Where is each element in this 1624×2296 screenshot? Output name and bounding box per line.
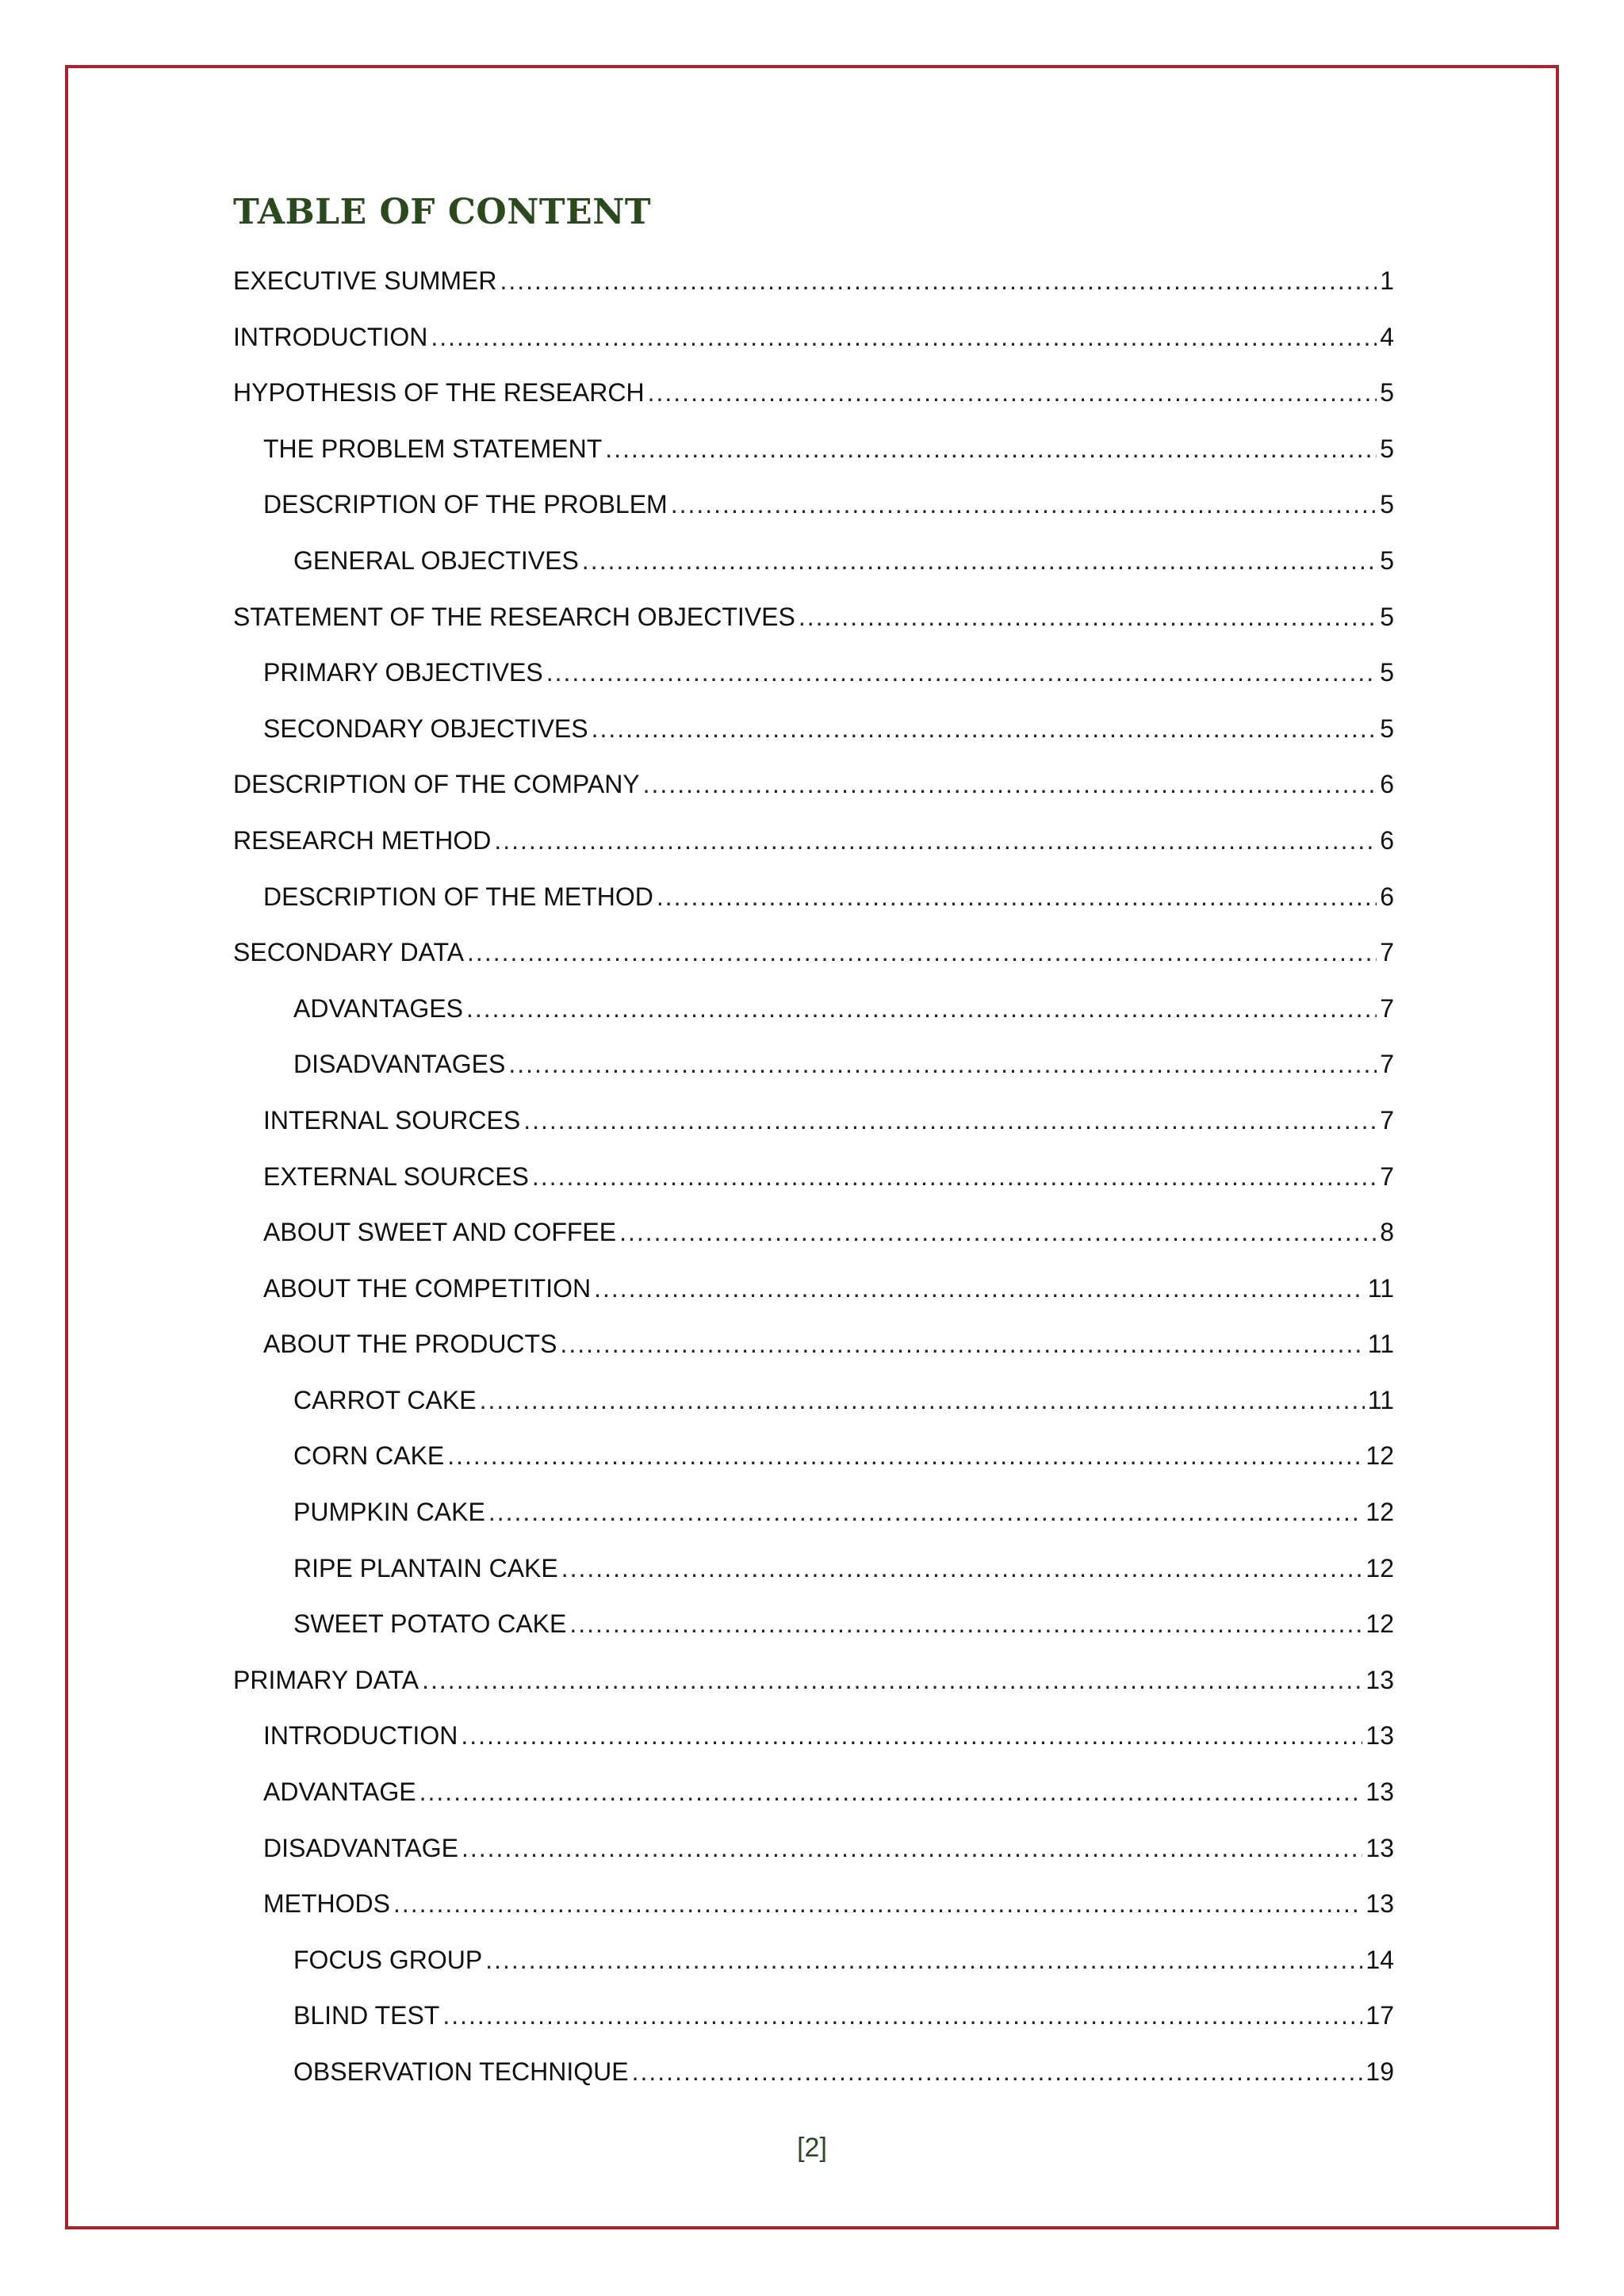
toc-dot-leader	[632, 2057, 1363, 2087]
toc-entry[interactable]	[233, 770, 1394, 826]
toc-dot-leader	[592, 714, 1377, 744]
toc-dot-leader	[560, 1330, 1364, 1359]
toc-dot-leader	[467, 938, 1377, 967]
toc-entry-label: RESEARCH METHOD	[233, 825, 492, 855]
toc-entry-page: 7	[1380, 1161, 1394, 1191]
toc-entry-label: INTRODUCTION	[263, 1721, 458, 1751]
toc-entry-page: 7	[1380, 1050, 1394, 1079]
toc-dot-leader	[799, 603, 1377, 632]
toc-entry[interactable]	[233, 882, 1394, 939]
toc-entry-label: STATEMENT OF THE RESEARCH OBJECTIVES	[233, 602, 795, 631]
toc-entry[interactable]	[233, 434, 1394, 491]
toc-entry-label: RIPE PLANTAIN CAKE	[293, 1553, 558, 1582]
toc-dot-leader	[485, 1946, 1362, 1975]
toc-entry-page: 11	[1367, 1273, 1394, 1303]
toc-entry-page: 5	[1380, 490, 1394, 519]
toc-entry-page: 4	[1380, 322, 1394, 351]
toc-entry[interactable]	[233, 1777, 1394, 1834]
toc-dot-leader	[643, 770, 1377, 799]
toc-dot-leader	[523, 1106, 1377, 1135]
toc-entry-label: GENERAL OBJECTIVES	[293, 545, 579, 575]
toc-dot-leader	[619, 1218, 1377, 1247]
toc-dot-leader	[419, 1777, 1363, 1807]
toc-entry[interactable]	[233, 714, 1394, 771]
toc-dot-leader	[422, 1666, 1362, 1695]
toc-entry-page: 7	[1380, 938, 1394, 967]
toc-dot-leader	[569, 1609, 1362, 1639]
toc-entry[interactable]	[233, 1441, 1394, 1498]
toc-dot-leader	[488, 1498, 1363, 1527]
toc-dot-leader	[648, 378, 1377, 408]
toc-entry-page: 12	[1365, 1553, 1394, 1582]
toc-entry-page: 13	[1365, 1833, 1394, 1862]
toc-entry[interactable]	[233, 1721, 1394, 1777]
toc-entry-page: 11	[1367, 1330, 1394, 1359]
toc-entry-label: EXTERNAL SOURCES	[263, 1161, 529, 1191]
toc-entry-label: DESCRIPTION OF THE METHOD	[263, 882, 653, 911]
toc-entry-page: 5	[1380, 714, 1394, 743]
toc-entry-label: BLIND TEST	[293, 2001, 440, 2030]
toc-dot-leader	[466, 994, 1377, 1024]
toc-entry-page: 11	[1367, 1385, 1394, 1414]
toc-entry[interactable]	[233, 1218, 1394, 1274]
toc-dot-leader	[442, 2001, 1362, 2030]
toc-entry-page: 17	[1365, 2001, 1394, 2030]
toc-entry-page: 13	[1365, 1889, 1394, 1919]
toc-entry[interactable]	[233, 1386, 1394, 1442]
toc-entry-label: PUMPKIN CAKE	[293, 1498, 485, 1527]
toc-entry-label: THE PROBLEM STATEMENT	[263, 434, 603, 463]
toc-entry-page: 19	[1365, 2057, 1394, 2086]
toc-entry-page: 8	[1380, 1218, 1394, 1247]
toc-entry-label: DESCRIPTION OF THE PROBLEM	[263, 490, 668, 519]
toc-entry-page: 12	[1365, 1498, 1394, 1527]
toc-entry-label: INTERNAL SOURCES	[263, 1105, 521, 1135]
toc-entry[interactable]	[233, 1666, 1394, 1722]
toc-entry[interactable]	[233, 266, 1394, 323]
toc-entry[interactable]	[233, 1050, 1394, 1106]
toc-dot-leader	[582, 546, 1377, 576]
toc-entry[interactable]	[233, 1946, 1394, 2002]
page-number: [2]	[797, 2133, 827, 2163]
toc-entry-label: CORN CAKE	[293, 1441, 445, 1471]
toc-entry[interactable]	[233, 1162, 1394, 1219]
toc-dot-leader	[532, 1162, 1377, 1192]
toc-entry-label: OBSERVATION TECHNIQUE	[293, 2057, 629, 2086]
toc-entry-label: PRIMARY DATA	[233, 1665, 419, 1694]
toc-entry-page: 14	[1365, 1945, 1394, 1974]
toc-entry-label: EXECUTIVE SUMMER	[233, 266, 497, 295]
toc-dot-leader	[594, 1274, 1365, 1303]
toc-entry-page: 5	[1380, 545, 1394, 575]
toc-entry-label: DISADVANTAGE	[263, 1833, 458, 1862]
toc-title: TABLE OF CONTENT	[233, 192, 652, 232]
toc-dot-leader	[605, 434, 1377, 464]
toc-entry-label: ABOUT SWEET AND COFFEE	[263, 1218, 617, 1247]
toc-entry[interactable]	[233, 2001, 1394, 2057]
toc-entry[interactable]	[233, 1609, 1394, 1666]
toc-entry-label: ABOUT THE PRODUCTS	[263, 1330, 557, 1359]
toc-entry-label: SECONDARY OBJECTIVES	[263, 714, 588, 743]
toc-entry-page: 6	[1380, 882, 1394, 911]
toc-dot-leader	[462, 1834, 1362, 1863]
toc-entry-page: 13	[1365, 1665, 1394, 1694]
toc-entry[interactable]	[233, 1498, 1394, 1554]
toc-entry[interactable]	[233, 2057, 1394, 2114]
toc-entry[interactable]	[233, 323, 1394, 379]
toc-entry-label: ADVANTAGE	[263, 1777, 416, 1807]
toc-entry[interactable]	[233, 1554, 1394, 1610]
toc-entry-page: 6	[1380, 825, 1394, 855]
toc-entry-label: HYPOTHESIS OF THE RESEARCH	[233, 378, 645, 408]
toc-entry-page: 13	[1365, 1777, 1394, 1807]
toc-entry[interactable]	[233, 938, 1394, 994]
toc-dot-leader	[480, 1386, 1365, 1415]
toc-entry[interactable]	[233, 658, 1394, 714]
toc-entry-label: DESCRIPTION OF THE COMPANY	[233, 770, 640, 799]
toc-entry[interactable]	[233, 1834, 1394, 1890]
toc-dot-leader	[561, 1554, 1363, 1583]
toc-entry-label: SWEET POTATO CAKE	[293, 1609, 567, 1639]
toc-entry-label: DISADVANTAGES	[293, 1050, 506, 1079]
toc-entry[interactable]	[233, 994, 1394, 1050]
toc-entry-page: 7	[1380, 993, 1394, 1023]
toc-dot-leader	[657, 882, 1377, 912]
toc-entry-page: 5	[1380, 658, 1394, 687]
toc-dot-leader	[671, 490, 1377, 519]
toc-dot-leader	[447, 1441, 1362, 1471]
toc-entry-page: 6	[1380, 770, 1394, 799]
toc-entry[interactable]	[233, 1106, 1394, 1162]
toc-entry-label: PRIMARY OBJECTIVES	[263, 658, 543, 687]
toc-entry-label: SECONDARY DATA	[233, 938, 465, 967]
toc-entry-label: ABOUT THE COMPETITION	[263, 1273, 592, 1303]
toc-entry-label: ADVANTAGES	[293, 993, 463, 1023]
toc-entry-page: 1	[1380, 266, 1394, 295]
toc-dot-leader	[431, 323, 1377, 352]
toc-dot-leader	[508, 1050, 1377, 1079]
toc-list	[233, 266, 1394, 2114]
toc-dot-leader	[393, 1889, 1362, 1919]
toc-entry-page: 12	[1365, 1609, 1394, 1639]
toc-entry-label: FOCUS GROUP	[293, 1945, 483, 1974]
toc-entry-page: 13	[1365, 1721, 1394, 1751]
toc-dot-leader	[500, 266, 1377, 296]
toc-entry-page: 5	[1380, 602, 1394, 631]
toc-dot-leader	[546, 658, 1377, 687]
toc-entry-label: METHODS	[263, 1889, 390, 1919]
toc-dot-leader	[494, 826, 1377, 855]
toc-entry-page: 12	[1365, 1441, 1394, 1471]
toc-entry-page: 5	[1380, 434, 1394, 463]
toc-dot-leader	[461, 1721, 1362, 1751]
toc-entry[interactable]	[233, 1889, 1394, 1946]
toc-entry[interactable]	[233, 546, 1394, 603]
toc-entry-label: INTRODUCTION	[233, 322, 428, 351]
toc-entry-page: 7	[1380, 1105, 1394, 1135]
toc-entry[interactable]	[233, 490, 1394, 546]
toc-entry-label: CARROT CAKE	[293, 1385, 477, 1414]
toc-entry[interactable]	[233, 1274, 1394, 1330]
toc-entry[interactable]	[233, 603, 1394, 659]
toc-entry[interactable]	[233, 378, 1394, 434]
toc-entry-page: 5	[1380, 378, 1394, 408]
toc-entry[interactable]	[233, 826, 1394, 882]
toc-entry[interactable]	[233, 1330, 1394, 1386]
